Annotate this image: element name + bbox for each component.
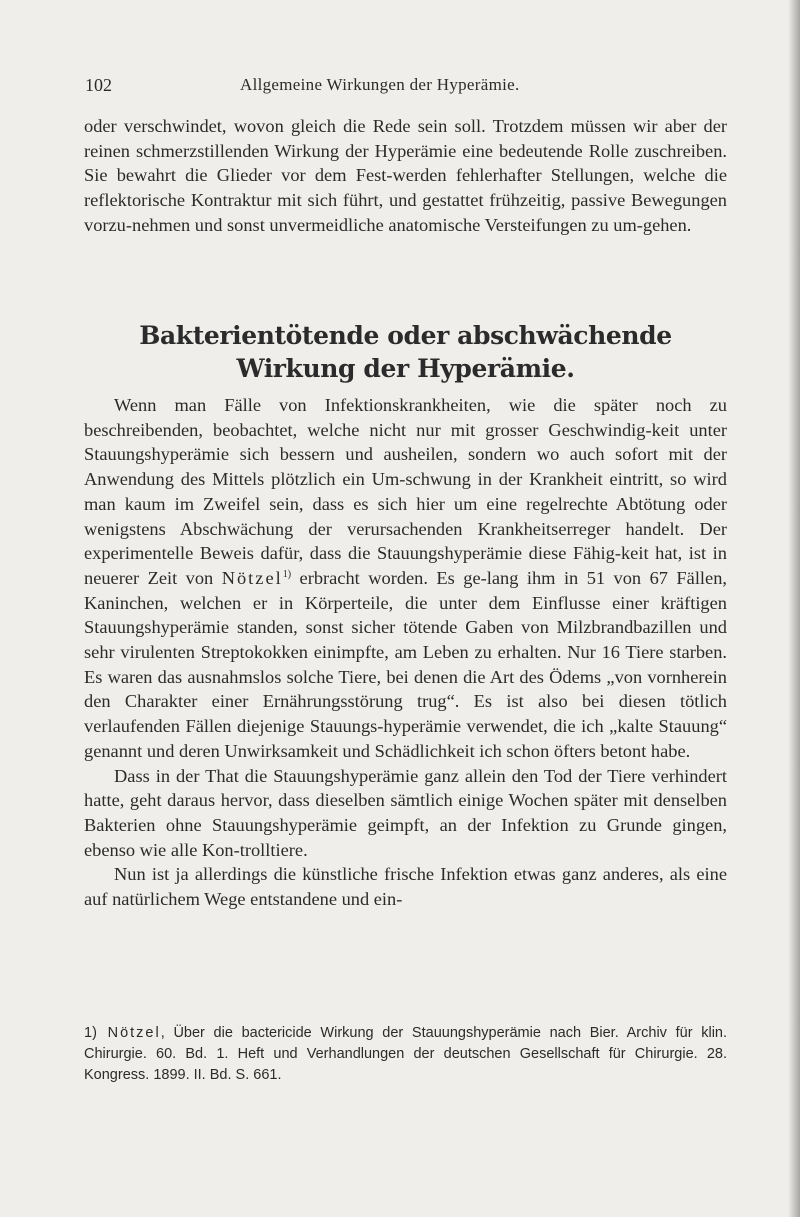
footnote-number: 1) bbox=[84, 1025, 97, 1041]
footnote bbox=[84, 1023, 727, 1086]
page-header bbox=[80, 75, 730, 99]
paragraph-2 bbox=[84, 393, 727, 764]
footnote-text: , Über die bactericide Wirkung der Stauungshyperämie nach Bier. Archiv für klin. Chirurgie. 60. Bd. 1. Heft und Verhandlungen der deutschen Gesellschaft für Chirurgie. 28. Kongress. 1899. II. Bd. S. 661. bbox=[84, 1025, 728, 1083]
paragraph-2-start: Wenn man Fälle von Infektionskrankheiten, wie die später noch zu beschreibenden, beobachtet, welche nicht nur mit grosser Geschwindig-keit unter Stauungshyperämie sich bessern und ausheilen, sondern wo auch sofort mit der Anwendung des Mittels plötzlich ein Um-schwung in der Krankheit eintritt, so wird man kaum im Zweifel sein, dass es sich hier um eine regelrechte Abtötung oder wenigstens Abschwächung der verursachenden Krankheitserreger handelt. Der experimentelle Beweis dafür, dass die Stauungshyperämie diese Fähig-keit hat, ist in neuerer Zeit von bbox=[84, 395, 727, 588]
paragraph-2-end: erbracht worden. Es ge-lang ihm in 51 von 67 Fällen, Kaninchen, welchen er in Körperteile, die unter dem Einflusse einer kräftigen Stauungshyperämie standen, sonst sicher tötende Gaben von Milzbrandbazillen und sehr virulenten Streptokokken einimpfte, am Leben zu erhalten. Nur 16 Tiere starben. Es waren das ausnahmslos solche Tiere, bei denen die Art des Ödems „von vornherein den Charakter einer Ernährungsstörung trug“. Es ist also bei diesen tötlich verlaufenden Fällen diejenige Stauungs-hyperämie verwendet, die ich „kalte Stauung“ genannt und deren Unwirksamkeit und Schädlichkeit ich schon öfters betont habe. bbox=[84, 567, 727, 761]
page-edge-shadow bbox=[788, 0, 800, 1217]
section-body bbox=[84, 393, 727, 912]
paragraph-1: oder verschwindet, wovon gleich die Rede sein soll. Trotzdem müssen wir aber der reinen schmerzstillenden Wirkung der Hyperämie eine bedeutende Rolle zuschreiben. Sie bewahrt die Glieder vor dem Fest-werden fehlerhafter Stellungen, welche die reflektorische Kontraktur mit sich führt, und gestattet frühzeitig, passive Bewegungen vorzu-nehmen und sonst unvermeidliche anatomische Versteifungen zu um-gehen. bbox=[84, 116, 727, 235]
footnote-reference: 1) bbox=[282, 568, 292, 580]
running-title: Allgemeine Wirkungen der Hyperämie. bbox=[240, 75, 520, 94]
paragraph-3: Dass in der That die Stauungshyperämie ganz allein den Tod der Tiere verhindert hatte, geht daraus hervor, dass dieselben sämtlich einige Wochen später mit denselben Bakterien ohne Stauungshyperämie geimpft, an der Infektion zu Grunde gingen, ebenso wie alle Kon-trolltiere. bbox=[84, 765, 727, 860]
footnote-author: Nötzel bbox=[107, 1025, 161, 1041]
page-number: 102 bbox=[85, 75, 112, 95]
paragraph-4: Nun ist ja allerdings die künstliche frische Infektion etwas ganz anderes, als eine auf natürlichem Wege entstandene und ein- bbox=[84, 864, 727, 910]
author-name: Nötzel bbox=[221, 567, 283, 588]
section-heading: Bakterientötende oder abschwächende Wirkung der Hyperämie. bbox=[139, 321, 672, 383]
